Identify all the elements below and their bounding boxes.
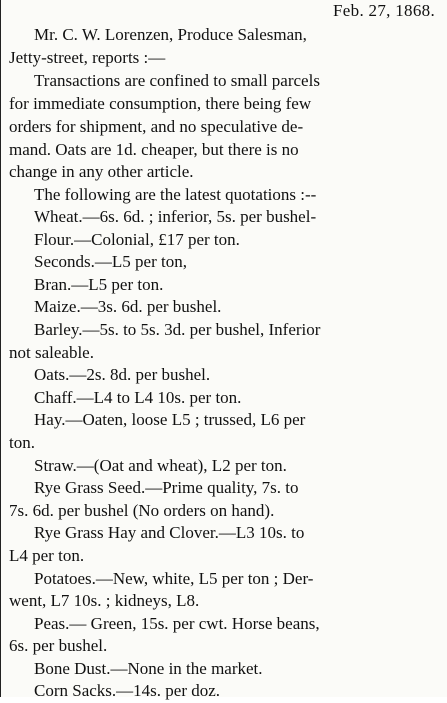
quote-oats: Oats.—2s. 8d. per bushel. <box>34 365 211 384</box>
quote-hay: Hay.—Oaten, loose L5 ; trussed, L6 per <box>34 410 306 429</box>
quote-rye-grass-seed: Rye Grass Seed.—Prime quality, 7s. to <box>34 478 299 497</box>
text-line: mand. Oats are 1d. cheaper, but there is no <box>9 140 299 159</box>
text-line: Mr. C. W. Lorenzen, Produce Salesman, <box>34 25 307 44</box>
text-line: orders for shipment, and no speculative de- <box>9 117 304 136</box>
quote-chaff: Chaff.—L4 to L4 10s. per ton. <box>34 388 242 407</box>
text-line: Jetty-street, reports :— <box>9 48 166 67</box>
quote-flour: Flour.—Colonial, £17 per ton. <box>34 230 240 249</box>
text-line: Transactions are confined to small parcels <box>34 71 320 90</box>
quote-bone-dust: Bone Dust.—None in the market. <box>34 659 263 678</box>
quote-rye-grass-hay: Rye Grass Hay and Clover.—L3 10s. to <box>34 523 305 542</box>
quote-corn-sacks: Corn Sacks.—14s. per doz. <box>34 681 221 700</box>
quote-barley: Barley.—5s. to 5s. 3d. per bushel, Inferior <box>34 320 321 339</box>
text-line: not saleable. <box>9 343 94 362</box>
text-line: The following are the latest quotations :-- <box>34 185 317 204</box>
text-line: for immediate consumption, there being few <box>9 94 312 113</box>
quote-bran: Bran.—L5 per ton. <box>34 275 164 294</box>
quote-straw: Straw.—(Oat and wheat), L2 per ton. <box>34 456 287 475</box>
quote-maize: Maize.—3s. 6d. per bushel. <box>34 297 222 316</box>
report-date: Feb. 27, 1868. <box>333 1 435 20</box>
text-line: L4 per ton. <box>9 546 85 565</box>
text-line: change in any other article. <box>9 162 194 181</box>
text-line: ton. <box>9 433 35 452</box>
text-line: 7s. 6d. per bushel (No orders on hand). <box>9 501 275 520</box>
quote-seconds: Seconds.—L5 per ton, <box>34 252 187 271</box>
text-line: went, L7 10s. ; kidneys, L8. <box>9 591 200 610</box>
quote-wheat: Wheat.—6s. 6d. ; inferior, 5s. per bushel- <box>34 207 317 226</box>
quote-peas: Peas.— Green, 15s. per cwt. Horse beans, <box>34 614 320 633</box>
text-line: 6s. per bushel. <box>9 636 108 655</box>
quote-potatoes: Potatoes.—New, white, L5 per ton ; Der- <box>34 569 314 588</box>
